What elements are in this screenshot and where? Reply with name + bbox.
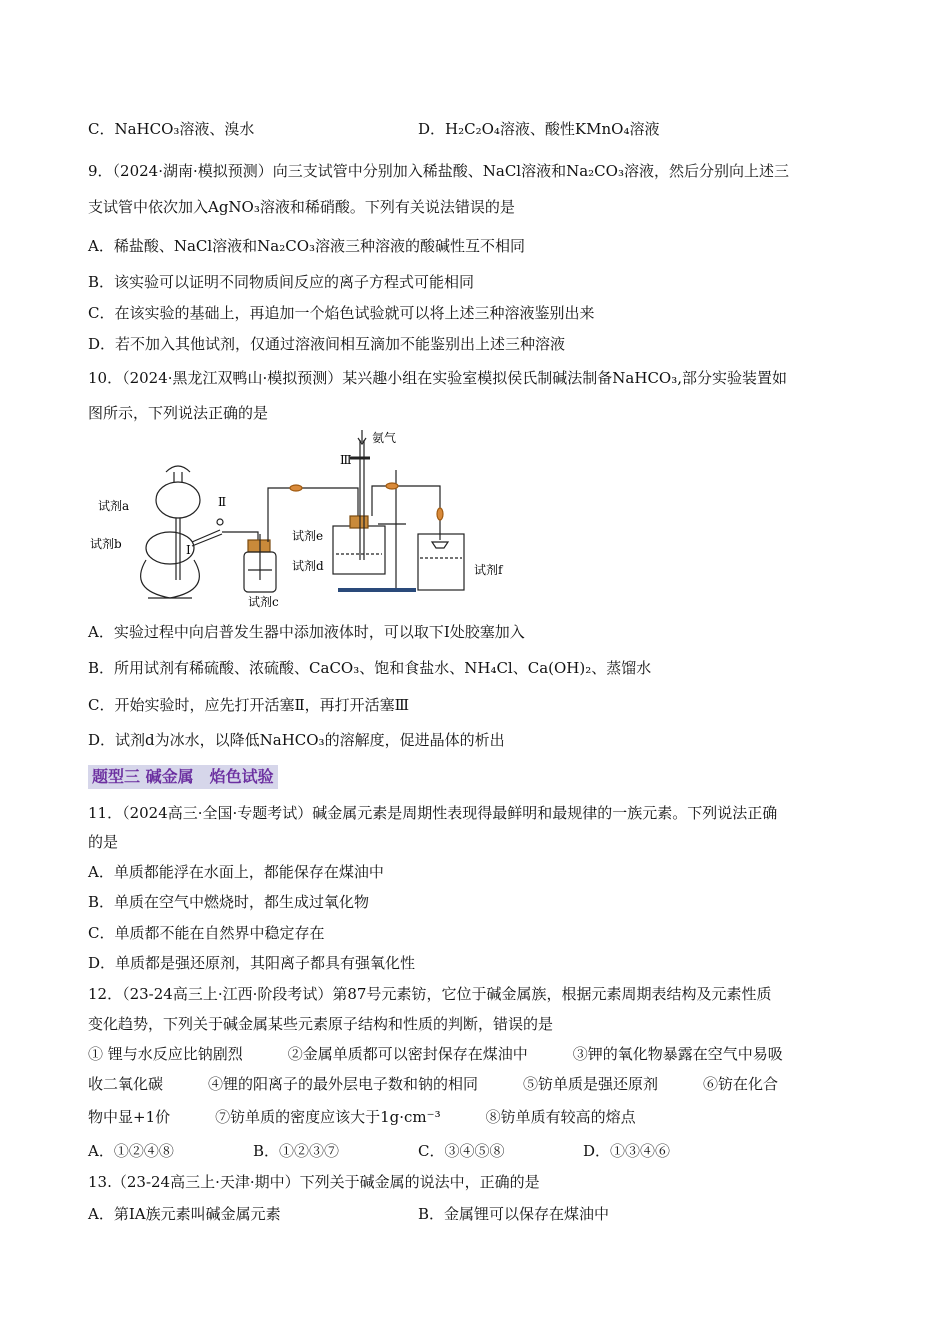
q10-option-a: A．实验过程中向启普发生器中添加液体时，可以取下Ⅰ处胶塞加入	[88, 623, 525, 641]
q9-option-a: A．稀盐酸、NaCl溶液和Na₂CO₃溶液三种溶液的酸碱性互不相同	[88, 237, 526, 255]
q12-stem-line3: ① 锂与水反应比钠剧烈 ②金属单质都可以密封保存在煤油中 ③钾的氧化物暴露在空气中易吸	[88, 1045, 783, 1063]
q12-stem-line5: 物中显+1价 ⑦钫单质的密度应该大于1g·cm⁻³ ⑧钫单质有较高的熔点	[88, 1108, 636, 1126]
q9-option-d: D．若不加入其他试剂，仅通过溶液间相互滴加不能鉴别出上述三种溶液	[88, 335, 566, 353]
label-reagent-d: 试剂d	[292, 559, 324, 573]
label-reagent-c: 试剂c	[248, 595, 279, 609]
q12-stem-line4: 收二氧化碳 ④锂的阳离子的最外层电子数和钠的相同 ⑤钫单质是强还原剂 ⑥钫在化合	[88, 1075, 779, 1093]
q9-stem-line1: 9．（2024·湖南·模拟预测）向三支试管中分别加入稀盐酸、NaCl溶液和Na₂CO₃溶液，然后分别向上述三	[88, 162, 789, 180]
q11-option-c: C．单质都不能在自然界中稳定存在	[88, 924, 325, 942]
label-reagent-b: 试剂b	[90, 537, 122, 551]
q9-stem-line2: 支试管中依次加入AgNO₃溶液和稀硝酸。下列有关说法错误的是	[88, 198, 515, 216]
q8-option-c: C．NaHCO₃溶液、溴水	[88, 120, 255, 138]
label-stopcock-1: Ⅰ	[186, 543, 191, 557]
q13-option-b: B．金属锂可以保存在煤油中	[418, 1205, 610, 1223]
q12-option-b: B．①②③⑦	[253, 1142, 340, 1160]
q11-option-b: B．单质在空气中燃烧时，都生成过氧化物	[88, 893, 370, 911]
q12-option-a: A．①②④⑧	[88, 1142, 174, 1160]
label-stopcock-3: Ⅲ	[340, 453, 352, 467]
q11-stem-line1: 11．（2024高三·全国·专题考试）碱金属元素是周期性表现得最鲜明和最规律的一族元素。下列说法正确	[88, 804, 778, 822]
q10-option-b: B．所用试剂有稀硫酸、浓硫酸、CaCO₃、饱和食盐水、NH₄Cl、Ca(OH)₂、蒸馏水	[88, 659, 652, 677]
label-ammonia: 氨气	[372, 431, 397, 445]
q11-stem-line2: 的是	[88, 833, 119, 851]
q9-option-c: C．在该实验的基础上，再追加一个焰色试验就可以将上述三种溶液鉴别出来	[88, 304, 595, 322]
q11-option-a: A．单质都能浮在水面上，都能保存在煤油中	[88, 863, 384, 881]
label-reagent-f: 试剂f	[474, 563, 503, 577]
q11-option-d: D．单质都是强还原剂，其阳离子都具有强氧化性	[88, 954, 416, 972]
q8-option-d: D．H₂C₂O₄溶液、酸性KMnO₄溶液	[418, 120, 660, 138]
q10-option-c: C．开始实验时，应先打开活塞Ⅱ，再打开活塞Ⅲ	[88, 696, 410, 714]
apparatus-figure	[88, 430, 528, 612]
q12-stem-line2: 变化趋势，下列关于碱金属某些元素原子结构和性质的判断，错误的是	[88, 1015, 554, 1033]
q12-option-c: C．③④⑤⑧	[418, 1142, 505, 1160]
q10-stem-line1: 10．（2024·黑龙江双鸭山·模拟预测）某兴趣小组在实验室模拟侯氏制碱法制备NaHCO₃,部分实验装置如	[88, 369, 788, 387]
label-stopcock-2: Ⅱ	[218, 495, 227, 509]
label-reagent-e: 试剂e	[292, 529, 324, 543]
q13-stem: 13.（23-24高三上·天津·期中）下列关于碱金属的说法中，正确的是	[88, 1173, 540, 1191]
q10-stem-line2: 图所示，下列说法正确的是	[88, 404, 269, 422]
q12-stem-line1: 12．（23-24高三上·江西·阶段考试）第87号元素钫，它位于碱金属族，根据元素周期表结构及元素性质	[88, 985, 772, 1003]
q13-option-a: A．第ⅠA族元素叫碱金属元素	[88, 1205, 281, 1223]
q10-option-d: D．试剂d为冰水，以降低NaHCO₃的溶解度，促进晶体的析出	[88, 731, 505, 749]
label-reagent-a: 试剂a	[98, 499, 130, 513]
q12-option-d: D．①③④⑥	[583, 1142, 671, 1160]
section-heading: 题型三 碱金属 焰色试验	[88, 765, 278, 789]
q9-option-b: B．该实验可以证明不同物质间反应的离子方程式可能相同	[88, 273, 475, 291]
